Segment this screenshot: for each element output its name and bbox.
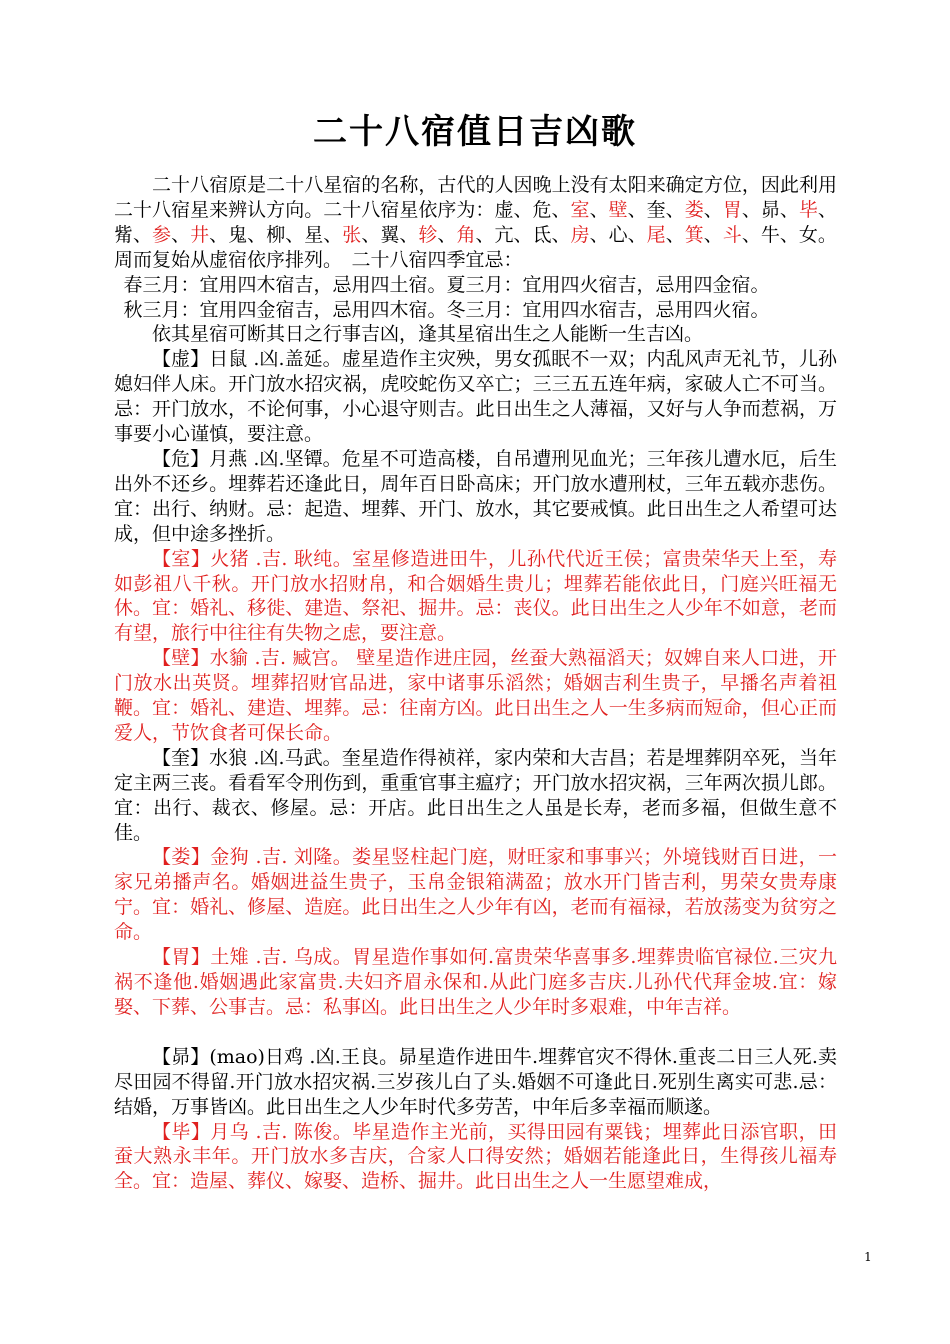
mansion-jing: 井 <box>190 223 210 246</box>
entry-kui: 【奎】水狼 .凶.马武。奎星造作得祯祥，家内荣和大吉昌；若是埋葬阴卒死，当年定主两三丧。看看军令刑伤到，重重官事主瘟疗；开门放水招灾祸，三年两次损儿郎。宜：出行、裁衣、修屋。忌：开店。此日出生之人虽是长寿，老而多福，但做生意不佳。 <box>114 746 837 844</box>
entry-heading: 【娄】 <box>152 846 211 869</box>
text-run: 二十八宿原是二十八星宿的名称，古代的人因晚上没有太阳来确定方位，因此利用二十八宿星来辨认方向。二十八宿星依序为：虚、危、 <box>114 174 837 221</box>
entry-mao: 【昴】(mao)日鸡 .凶.王良。昴星造作进田牛.埋葬官灾不得休.重丧二日三人死.卖尽田园不得留.开门放水招灾祸.三岁孩儿白了头.婚姻不可逢此日.死别生离实可悲.忌：结婚，万事皆凶。此日出生之人少年时代多劳苦，中年后多幸福而顺遂。 <box>114 1045 837 1118</box>
entry-text: 月乌 .吉. 陈俊。毕星造作主光前，买得田园有粟钱；埋葬此日添官职，田蚕大熟永丰年。开门放水多吉庆，合家人口得安然；婚姻若能逢此日，生得孩儿福寿全。宜：造屋、葬仪、嫁娶、造桥、掘井。此日出生之人一生愿望难成， <box>114 1120 837 1193</box>
entry-bi-star <box>114 1120 837 1195</box>
mansion-lou: 娄 <box>684 198 704 221</box>
text-run: 、觜、 <box>114 198 837 246</box>
text-run: 、奎、 <box>627 198 685 221</box>
entry-text: 土雉 .吉. 乌成。胃星造作事如何.富贵荣华喜事多.埋葬贵临官禄位.三灾九祸不逢他.婚姻遇此家富贵.夫妇齐眉永保和.从此门庭多吉庆.儿孙代代拜金坡.宜：嫁娶、下葬、公事吉。忌：私事凶。此日出生之人少年时多艰难，中年吉祥。 <box>114 946 837 1018</box>
entry-heading: 【胃】 <box>152 946 211 969</box>
entry-xu: 【虚】日鼠 .凶.盖延。虚星造作主灾殃，男女孤眠不一双；内乱风声无礼节，儿孙媳妇伴人床。开门放水招灾祸，虎咬蛇伤又卒亡；三三五五连年病，家破人亡不可当。忌：开门放水，不论何事，小心退守则吉。此日出生之人薄福，又好与人争而惹祸，万事要小心谨慎，要注意。 <box>114 348 837 446</box>
text-run: 、翼、 <box>361 223 419 246</box>
season-rule-spring-summer: 春三月：宜用四木宿吉，忌用四土宿。夏三月：宜用四火宿吉，忌用四金宿。 <box>123 273 770 296</box>
text-run: 、鬼、柳、星、 <box>209 223 343 246</box>
mansion-dou: 斗 <box>722 223 742 246</box>
entry-wei-danger: 【危】月燕 .凶.坚镡。危星不可造高楼，自吊遭刑见血光；三年孩儿遭水厄，后生出外不还乡。埋葬若还逢此日，周年百日卧高床；开门放水遭刑杖，三年五载亦悲伤。宜：出行、纳财。忌：起造、埋葬、开门、放水，其它要戒慎。此日出生之人希望可达成，但中途多挫折。 <box>114 447 837 545</box>
text-run: 、昴、 <box>741 198 799 221</box>
text-run: 、 <box>171 223 191 246</box>
mansion-shi: 室 <box>570 198 590 221</box>
text-run: 、牛、女。周而复始从虚宿依序排列。 二十八宿四季宜忌： <box>114 223 837 271</box>
text-run: 、 <box>665 223 685 246</box>
mansion-shen: 参 <box>152 223 172 246</box>
entry-wei-star <box>114 945 837 1020</box>
entry-bi <box>114 646 837 746</box>
entry-heading: 【室】 <box>152 547 211 570</box>
page-title: 二十八宿值日吉凶歌 <box>313 112 637 152</box>
mansion-wei: 胃 <box>722 198 742 221</box>
paragraph-gap <box>114 1020 837 1045</box>
text-run: 、亢、氐、 <box>475 223 571 246</box>
mansion-ji: 箕 <box>684 223 704 246</box>
entry-text: 水貐 .吉. 臧宫。 壁星造作进庄园，丝蚕大熟福滔天；奴婢自来人口进，开门放水出英贤。埋葬招财官品进，家中诸事乐滔然；婚姻吉利生贵子，早播名声着祖鞭。宜：婚礼、建造、埋葬。忌：往南方凶。此日出生之人一生多病而短命，但心正而爱人，节饮食者可保长命。 <box>114 647 837 744</box>
text-run: 、 <box>703 223 723 246</box>
entry-heading: 【壁】 <box>152 647 210 670</box>
text-run: 、 <box>703 198 723 221</box>
entry-text: 火猪 .吉. 耿纯。室星修造进田牛，儿孙代代近王侯；富贵荣华天上至，寿如彭祖八千秋。开门放水招财帛，和合姻婚生贵儿；埋葬若能依此日，门庭兴旺福无休。宜：婚礼、移徙、建造、祭祀、掘井。忌：丧仪。此日出生之人少年不如意，老而有望，旅行中往往有失物之虑，要注意。 <box>114 547 837 645</box>
mansion-bi2: 毕 <box>798 198 818 221</box>
mansion-wei2: 尾 <box>646 223 666 246</box>
intro-paragraph-2: 依其星宿可断其日之行事吉凶，逢其星宿出生之人能断一生吉凶。 <box>152 323 704 346</box>
text-run: 、 <box>437 223 457 246</box>
mansion-bi: 壁 <box>608 198 628 221</box>
entry-text: 金狗 .吉. 刘隆。娄星竖柱起门庭，财旺家和事事兴；外境钱财百日进，一家兄弟播声名。婚姻进益生贵子，玉帛金银箱满盈；放水开门皆吉利，男荣女贵寿康宁。宜：婚礼、修屋、造庭。此日出生之人少年有凶，老而有福禄，若放荡变为贫穷之命。 <box>114 846 837 944</box>
entry-lou <box>114 845 837 945</box>
entry-shi <box>114 547 837 647</box>
intro-paragraph <box>114 173 837 273</box>
mansion-zhang: 张 <box>342 223 362 246</box>
mansion-fang: 房 <box>570 223 590 246</box>
mansion-jiao: 角 <box>456 223 476 246</box>
document-body <box>114 173 837 1194</box>
mansion-zhen: 轸 <box>418 223 438 246</box>
text-run: 、心、 <box>589 223 647 246</box>
season-rule-autumn-winter: 秋三月：宜用四金宿吉，忌用四木宿。冬三月：宜用四水宿吉，忌用四火宿。 <box>123 298 770 321</box>
page-number: 1 <box>864 1250 872 1264</box>
entry-heading: 【毕】 <box>152 1120 211 1143</box>
text-run: 、 <box>589 198 609 221</box>
